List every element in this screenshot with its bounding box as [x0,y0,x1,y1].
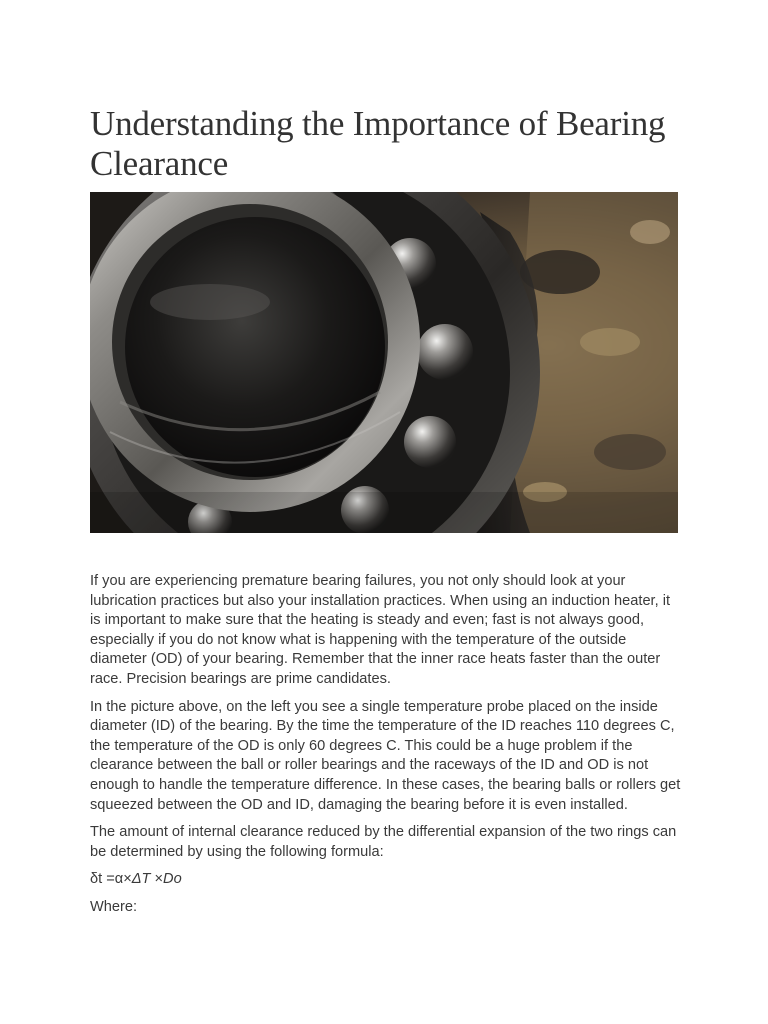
paragraph-intro: If you are experiencing premature bearing failures, you not only should look at your lubrication practices but also your installation practices. When using an induction heater, it is important to make sure that the heating is steady and even; fast is not always good, especially if you do not know what is happening with the temperature of the outside diameter (OD) of your bearing. Remember that the inner race heats faster than the outer race. Precision bearings are prime candidates. [90,573,671,687]
bearing-photo [90,192,678,533]
formula-lhs: δt [90,871,103,888]
formula-do: Do [163,871,182,888]
article-title: Understanding the Importance of Bearing Clearance [90,104,666,183]
formula-equals: = [102,871,115,888]
where-label: Where: [90,898,138,915]
article-body [90,572,682,926]
paragraph-formula-intro: The amount of internal clearance reduced by the differential expansion of the two rings can be determined by using the following formula: [90,824,677,860]
bearing-illustration [90,192,678,533]
formula-times-1: × [123,871,132,888]
formula-times-2: × [150,871,164,888]
paragraph-picture-explanation: In the picture above, on the left you see a single temperature probe placed on the inside diameter (ID) of the bearing. By the time the temperature of the ID reaches 110 degrees C, the temperature of the OD is only 60 degrees C. This could be a huge problem if the clearance between the ball or roller bearings and the raceways of the ID and OD is not enough to handle the temperature difference. In these cases, the bearing balls or rollers get squeezed between the OD and ID, damaging the bearing before it is even installed. [90,698,681,813]
formula-delta-t: ΔT [131,871,151,888]
formula-alpha: α [114,871,124,888]
clearance-formula [90,870,682,890]
